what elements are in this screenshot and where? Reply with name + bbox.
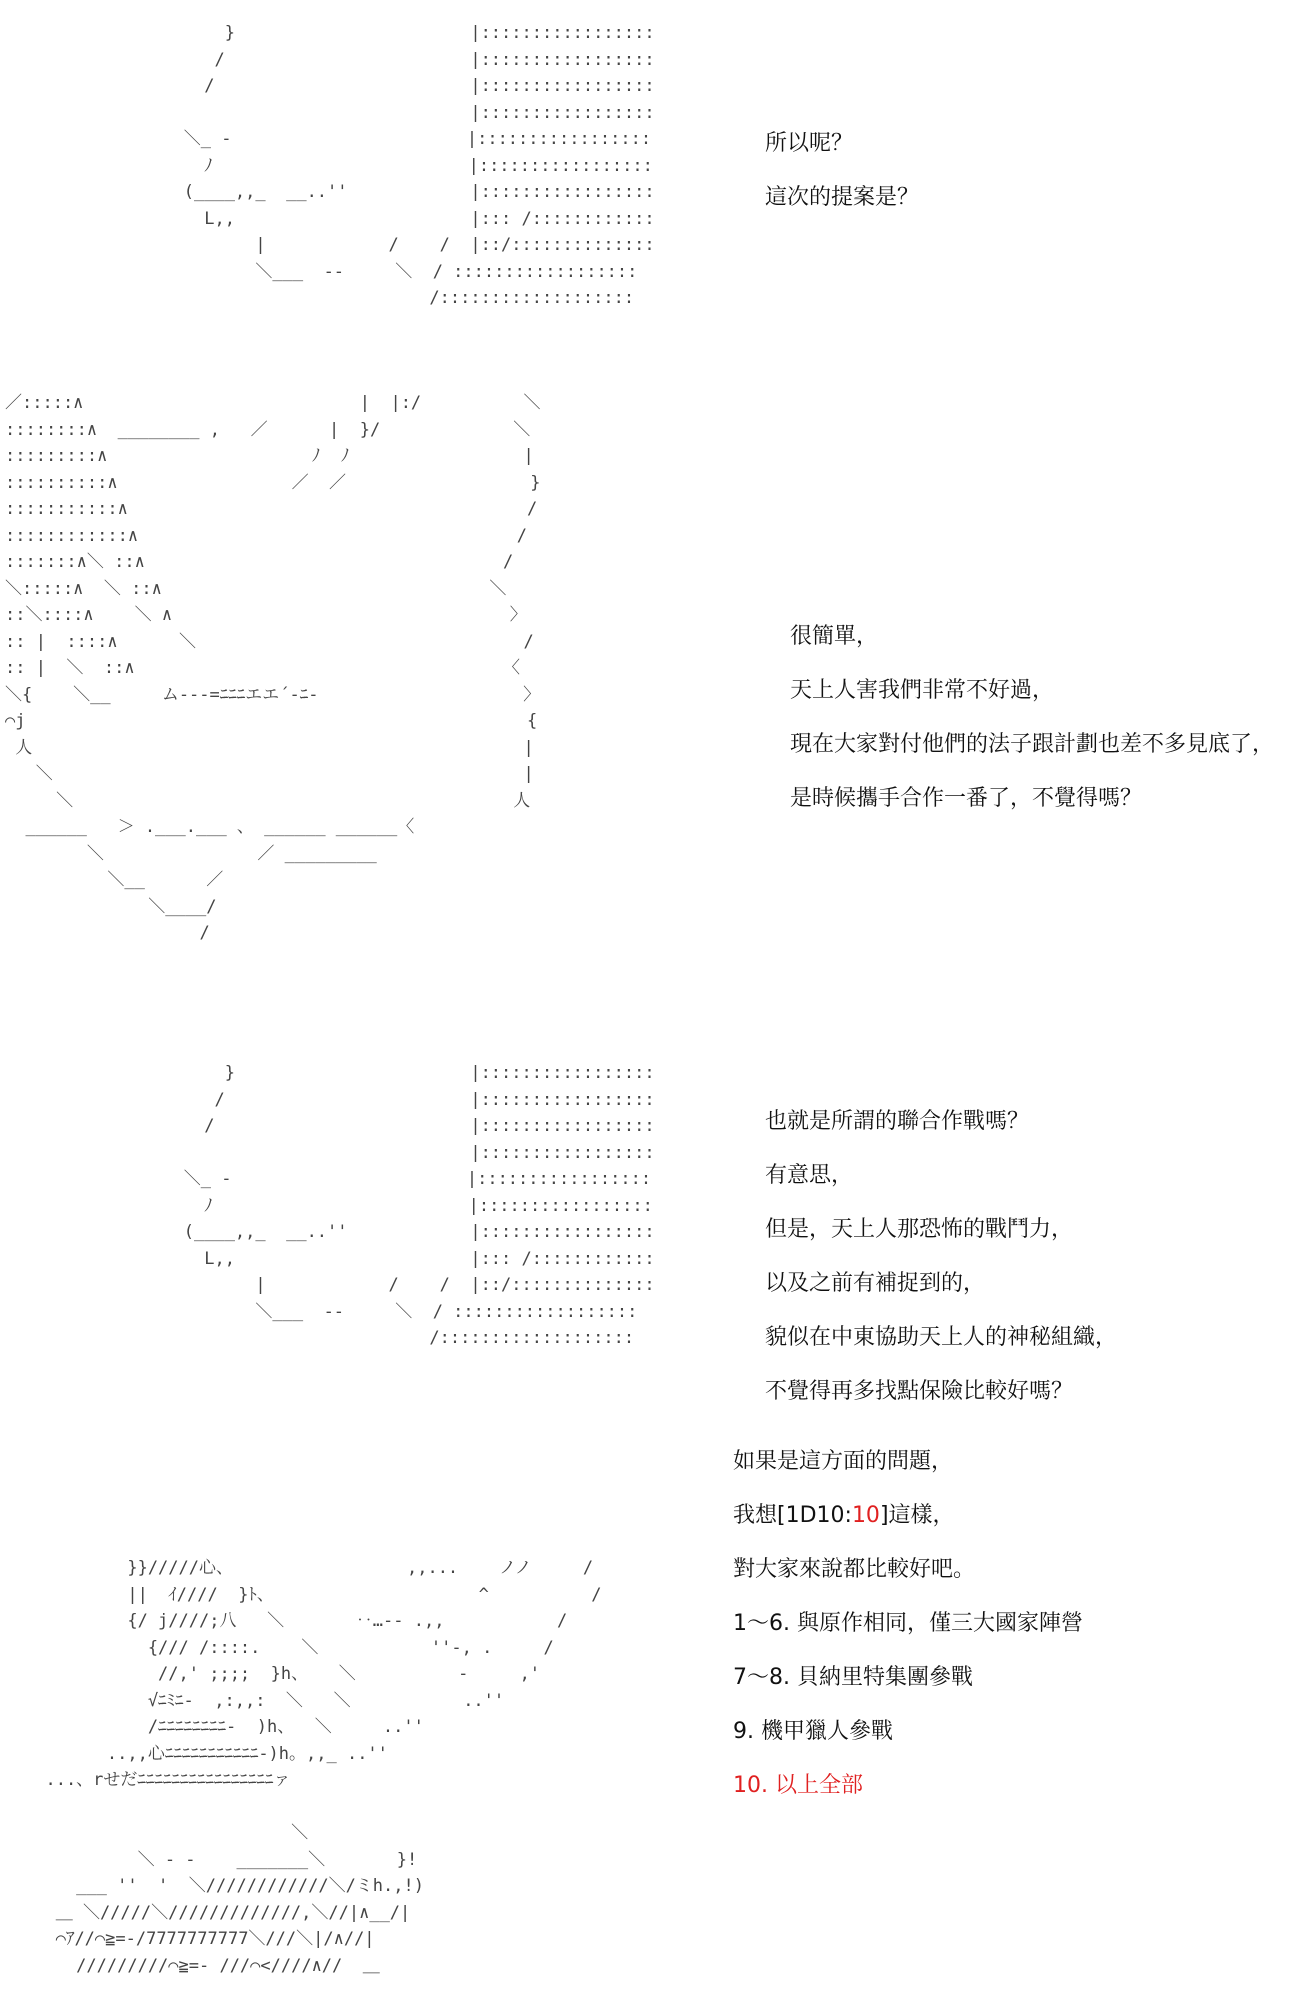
dialogue-line: 以及之前有補捉到的， <box>765 1271 986 1296</box>
dialogue-block <box>733 1435 1083 1813</box>
dialogue-line: 天上人害我們非常不好過， <box>790 678 1055 703</box>
dialogue-block <box>790 610 1274 826</box>
dialogue-line: 這次的提案是？ <box>765 185 920 210</box>
dialogue-line: 貌似在中東協助天上人的神秘組織， <box>765 1325 1118 1350</box>
dice-roll-result: 10 <box>851 1503 880 1528</box>
dialogue-line: 如果是這方面的問題， <box>733 1449 954 1474</box>
ascii-art-face-profile: } |::::::::::::::::: / |::::::::::::::::: / |::::::::::::::::: |::::::::::::::::: ＼_ - |::::::::::::::::: ﾉ |::::::::::::::::: (____,,_ __..'' |::::::::::::::::: L,, |::: /:::::::::::: | / / |::/:::::::::::::: ＼___ -- ＼ / :::::::::::::::::: /::::::::::::::::::: <box>183 1063 655 1348</box>
dice-roll-suffix: ]這樣， <box>879 1503 955 1528</box>
ascii-art-figure: ／:::::∧ | |:/ ＼ ::::::::∧ ________ , ／ | }/ ＼ :::::::::∧ ﾉ ﾉ | ::::::::::∧ ／ ／ } :::::::::::∧ / ::::::::::::∧ / :::::::∧＼ ::∧ / ＼:::::∧ ＼ ::∧ ＼ ::＼::::∧ ＼ ∧ 〉 :: | ::::∧ ＼ / :: | ＼ ::∧ 〈 ＼{ ＼__ ム‐‐‐=ﾆﾆﾆエエ´‐ﾆ‐ 〉 ⌒j { 人 | ＼ | ＼ 人 ______ ＞ .___.___ 、 ______ ______〈 ＼ ／ _________ ＼__ ／ ＼____/ / <box>5 393 541 943</box>
dialogue-line: 現在大家對付他們的法子跟計劃也差不多見底了， <box>790 732 1275 757</box>
dialogue-block <box>765 1095 1117 1419</box>
dialogue-line: 對大家來說都比較好吧。 <box>733 1557 976 1582</box>
manga-panel-1 <box>0 0 1300 340</box>
option-7-8: 7～8. 貝納里特集團參戰 <box>733 1665 973 1690</box>
dialogue-line: 很簡單， <box>790 624 879 649</box>
manga-panel-4 <box>0 1430 1300 2000</box>
dialogue-line: 有意思， <box>765 1163 854 1188</box>
dialogue-line: 但是，天上人那恐怖的戰鬥力， <box>765 1217 1074 1242</box>
manga-panel-2 <box>0 380 1300 1020</box>
manga-panel-3 <box>0 1040 1300 1420</box>
dialogue-line: 所以呢？ <box>765 131 854 156</box>
option-10-selected: 10. 以上全部 <box>733 1773 863 1798</box>
ascii-art-mecha: }}/////心、 ,,... ノノ / || ｲ//// }ﾄ、 ^ / {/ j////;八 ＼ ‥…-- .,, / {/// /::::. ＼ ''-, . / //,' ;;;; }h、 ＼ - ,' √ﾆﾐﾆ- ,:,,: ＼ ＼ ..'' /ﾆﾆﾆﾆﾆﾆﾆﾆ- )h、 ＼ ..'' ..,,心ﾆﾆﾆﾆﾆﾆﾆﾆﾆﾆﾆ-)h。,,_ ..'' ...、rせだﾆﾆﾆﾆﾆﾆﾆﾆﾆﾆﾆﾆﾆﾆﾆﾆァ ＼ ＼ ‐ ‐ _______＼ }! ___ '' ' ＼////////////＼/ミh.,!) ＿ ＼/////＼/////////////,＼//|∧__/| ⌒ｱ//⌒≧=-/7777777777＼///＼|/∧//| /////////⌒≧=- ///⌒<////∧// ＿ <box>45 1558 602 1976</box>
dialogue-line: 是時候攜手合作一番了，不覺得嗎？ <box>790 786 1143 811</box>
ascii-art-face-profile: } |::::::::::::::::: / |::::::::::::::::: / |::::::::::::::::: |::::::::::::::::: ＼_ - |::::::::::::::::: ﾉ |::::::::::::::::: (____,,_ __..'' |::::::::::::::::: L,, |::: /:::::::::::: | / / |::/:::::::::::::: ＼___ -- ＼ / :::::::::::::::::: /::::::::::::::::::: <box>183 23 655 308</box>
dialogue-line: 不覺得再多找點保險比較好嗎？ <box>765 1379 1074 1404</box>
option-9: 9. 機甲獵人參戰 <box>733 1719 893 1744</box>
dialogue-line: 也就是所謂的聯合作戰嗎？ <box>765 1109 1030 1134</box>
dice-roll-line <box>733 1489 1083 1543</box>
dialogue-block <box>765 117 919 225</box>
option-1-6: 1～6. 與原作相同，僅三大國家陣營 <box>733 1611 1083 1636</box>
dice-roll-prefix: 我想[1D10: <box>733 1503 852 1528</box>
